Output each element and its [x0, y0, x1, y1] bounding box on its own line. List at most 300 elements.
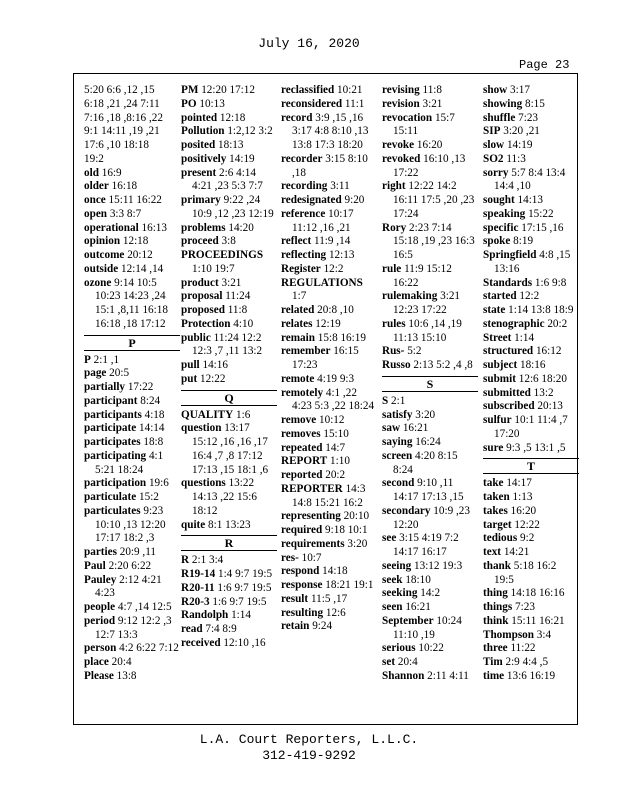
index-entry [382, 318, 478, 346]
index-word: specific [483, 221, 519, 234]
index-entry [483, 442, 579, 456]
index-entry [281, 579, 377, 593]
index-references: 17:6 ,10 18:18 [84, 139, 149, 151]
index-references: 12:22 [199, 372, 226, 385]
index-references: 20:8 ,10 [317, 304, 354, 316]
index-references: 6:18 ,21 ,24 7:11 [84, 97, 160, 110]
index-references: 1:13 [512, 491, 533, 503]
index-references: 10:22 [418, 642, 444, 655]
index-entry [84, 139, 180, 153]
index-entry [382, 505, 478, 533]
index-word: participation [84, 477, 147, 490]
index-references: 3:4 [536, 628, 552, 641]
index-entry [181, 194, 277, 222]
index-references: 2:1 [391, 394, 406, 407]
index-word: problems [181, 221, 226, 234]
index-references: 11:8 [422, 84, 442, 96]
index-word: saying [382, 436, 413, 448]
index-entry [483, 345, 579, 359]
index-references: 16:21 [405, 601, 431, 613]
index-entry [483, 629, 579, 643]
index-word: slow [483, 139, 505, 151]
index-entry [281, 208, 377, 236]
index-entry [181, 582, 277, 596]
index-references: 3:20 [347, 537, 368, 550]
index-references: 2:20 6:22 [108, 559, 152, 572]
index-word: primary [181, 194, 221, 206]
index-references: 3:21 [422, 97, 443, 110]
index-word: take [483, 477, 504, 490]
index-word: submit [483, 372, 516, 385]
index-entry [483, 249, 579, 277]
index-word: three [483, 642, 508, 655]
index-references: 1:4 9:7 19:5 [217, 568, 273, 580]
index-word: revoked [382, 152, 421, 165]
index-word: resulting [281, 606, 324, 619]
index-word: pull [181, 359, 200, 371]
index-entry [483, 519, 579, 533]
index-entry [281, 414, 377, 428]
index-entry [382, 587, 478, 601]
index-word: started [483, 290, 517, 303]
index-word: people [84, 601, 116, 613]
index-references: 1:10 19:7 [192, 262, 235, 275]
index-references: 11:9 15:12 16:22 [393, 262, 452, 289]
index-references: 4:20 8:15 8:24 [393, 449, 458, 476]
footer [0, 732, 618, 764]
index-word: received [181, 636, 221, 649]
index-word: taken [483, 491, 510, 503]
index-word: reference [281, 207, 326, 220]
index-word: present [181, 166, 217, 179]
index-entry [483, 387, 579, 401]
index-word: time [483, 669, 505, 682]
index-references: 20:2 [325, 469, 346, 481]
index-references: 11:1 [344, 97, 365, 110]
index-references: 5:20 6:6 ,12 ,15 [84, 84, 155, 96]
index-references: 14:13 [517, 194, 543, 206]
index-entry [483, 477, 579, 491]
index-column-5 [483, 84, 579, 684]
index-column-4 [382, 84, 478, 684]
index-references: 19:2 [84, 152, 104, 165]
index-entry [84, 477, 180, 491]
index-word: showing [483, 97, 523, 110]
index-references: 15:11 16:22 [108, 194, 162, 206]
index-word: secondary [382, 504, 431, 517]
index-references: 16:15 17:23 [292, 345, 359, 371]
index-word: period [84, 614, 116, 627]
index-word: record [281, 111, 313, 124]
index-word: seen [382, 601, 403, 613]
index-references: 9:24 [312, 620, 333, 633]
index-entry [483, 491, 579, 505]
index-entry [84, 367, 180, 381]
index-entry [84, 125, 180, 139]
index-references: 3:21 [221, 276, 242, 289]
index-word: public [181, 331, 211, 344]
index-references: 13:8 [116, 669, 137, 682]
index-word: result [281, 592, 309, 605]
index-references: 9:20 [344, 194, 365, 206]
index-word: participating [84, 449, 147, 462]
index-references: 8:24 [140, 394, 161, 407]
index-word: parties [84, 546, 117, 558]
index-entry [281, 318, 377, 332]
index-references: 14:16 [202, 359, 228, 371]
index-entry [382, 98, 478, 112]
index-word: saw [382, 422, 401, 435]
index-references: 2:9 4:4 ,5 [505, 656, 549, 668]
index-references: 20:12 [127, 249, 153, 261]
index-references: 14:17 [506, 477, 532, 490]
index-entry [281, 153, 377, 181]
index-word: revision [382, 97, 420, 110]
index-references: 20:13 [537, 400, 563, 413]
index-references: 1:10 [330, 455, 350, 468]
index-references: 3:21 12:23 17:22 [393, 290, 461, 316]
index-entry [181, 84, 277, 98]
index-references: 3:9 ,15 ,16 3:17 4:8 8:10 ,13 13:8 17:3 18:20 [292, 111, 369, 151]
index-entry [483, 98, 579, 112]
index-entry [382, 532, 478, 560]
index-references: 9:12 12:2 ,3 12:7 13:3 [95, 614, 172, 641]
index-references: 4:2 6:22 7:12 [119, 642, 179, 655]
index-word: screen [382, 449, 413, 462]
index-word: seeing [382, 559, 412, 572]
index-entry [483, 400, 579, 414]
page-number: Page 23 [519, 58, 570, 72]
index-references: 10:9 ,23 12:20 [393, 504, 470, 531]
index-entry [84, 263, 180, 277]
index-word: Thompson [483, 628, 534, 641]
index-references: 18:10 [405, 573, 431, 586]
index-references: 16:21 [402, 422, 429, 435]
index-entry [483, 208, 579, 222]
index-references: 2:23 7:14 15:18 ,19 ,23 16:3 16:5 [393, 221, 475, 261]
index-entry [483, 670, 579, 684]
index-word: satisfy [382, 408, 413, 421]
index-entry [483, 587, 579, 601]
index-entry [382, 222, 478, 263]
index-entry [281, 84, 377, 98]
index-entry [483, 167, 579, 195]
index-word: subscribed [483, 400, 535, 413]
index-entry [483, 414, 579, 442]
index-entry [181, 125, 277, 139]
index-references: 16:9 [101, 166, 122, 179]
index-entry [281, 552, 377, 566]
index-word: res- [281, 551, 299, 564]
index-entry [483, 332, 579, 346]
index-references: 12:10 ,16 [223, 636, 266, 649]
index-references: 11:22 [510, 642, 536, 655]
index-word: set [382, 656, 396, 668]
index-word: S [382, 394, 389, 407]
index-word: remove [281, 414, 317, 426]
index-entry [84, 112, 180, 126]
index-references: 1:6 [236, 408, 251, 421]
index-references: 4:7 ,14 12:5 [117, 601, 172, 613]
index-references: 12:2 [323, 262, 344, 275]
index-entry [281, 235, 377, 249]
index-entry [84, 409, 180, 423]
index-references: 16:10 ,13 17:22 [393, 152, 466, 179]
index-entry [84, 249, 180, 263]
index-entry [382, 345, 478, 359]
index-references: 20:10 [343, 510, 370, 523]
index-word: questions [181, 477, 226, 490]
index-references: 10:12 [319, 414, 345, 426]
index-entry [382, 422, 478, 436]
index-references: 17:15 ,16 [521, 221, 564, 234]
index-word: QUALITY [181, 408, 234, 421]
index-word: operational [84, 221, 139, 234]
index-word: particulate [84, 491, 137, 503]
index-references: 4:10 [233, 317, 254, 330]
index-references: 9:23 10:10 ,13 12:20 17:17 18:2 ,3 [95, 504, 166, 545]
index-word: participate [84, 422, 137, 435]
index-word: Springfield [483, 249, 537, 261]
index-references: 4:1 ,22 4:23 5:3 ,22 18:24 [292, 386, 375, 413]
index-references: 14:19 [506, 139, 533, 151]
index-entry [483, 546, 579, 560]
index-entry [281, 304, 377, 318]
index-word: relates [281, 317, 313, 330]
index-word: P [84, 353, 91, 366]
index-references: 12:19 [315, 317, 341, 330]
index-entry [382, 574, 478, 588]
index-entry [84, 560, 180, 574]
index-entry [281, 483, 377, 511]
index-word: open [84, 207, 108, 220]
index-references: 5:18 16:2 19:5 [494, 559, 557, 586]
index-word: response [281, 579, 323, 591]
index-references: 12:14 ,14 [121, 262, 164, 275]
index-word: remotely [281, 386, 324, 399]
index-entry [281, 332, 377, 346]
index-entry [181, 596, 277, 610]
index-references: 9:10 ,11 14:17 17:13 ,15 [393, 477, 464, 503]
index-references: 1:14 [514, 331, 535, 344]
index-word: subject [483, 359, 518, 371]
index-references: 9:22 ,24 10:9 ,12 ,23 12:19 [192, 194, 274, 220]
index-word: remember [281, 345, 331, 358]
index-word: tedious [483, 532, 518, 545]
index-entry [382, 263, 478, 291]
index-references: 10:7 [301, 551, 322, 564]
index-entry [181, 277, 277, 291]
index-references: 15:22 [528, 207, 554, 220]
index-word: place [84, 656, 109, 668]
index-word: sorry [483, 166, 509, 179]
index-word: Standards [483, 276, 533, 289]
index-entry [281, 607, 377, 621]
index-entry [281, 565, 377, 579]
index-word: PM [181, 84, 199, 96]
index-entry [483, 601, 579, 615]
index-word: respond [281, 565, 320, 578]
index-entry [84, 642, 180, 656]
index-references: 20:4 [111, 656, 132, 668]
index-references: 12:22 14:2 16:11 17:5 ,20 ,23 17:24 [393, 180, 475, 220]
index-word: show [483, 84, 508, 96]
index-references: 2:6 4:14 4:21 ,23 5:3 7:7 [192, 166, 263, 193]
index-references: 3:15 8:10 ,18 [292, 152, 368, 179]
index-entry [382, 560, 478, 574]
index-word: Street [483, 331, 512, 344]
index-word: R20-3 [181, 595, 210, 608]
index-entry [281, 277, 377, 305]
index-references: 12:18 [122, 235, 149, 248]
index-references: 15:11 16:21 [511, 614, 565, 627]
index-word: page [84, 367, 107, 380]
index-word: opinion [84, 235, 121, 248]
index-word: reported [281, 469, 323, 481]
index-references: 14:3 14:8 15:21 16:2 [292, 482, 366, 509]
index-entry [382, 656, 478, 670]
index-word: second [382, 477, 415, 490]
index-references: 7:23 [515, 601, 535, 613]
index-word: rulemaking [382, 290, 438, 303]
index-references: 14:18 16:16 [510, 587, 565, 600]
index-references: 16:12 [535, 345, 562, 358]
index-entry [84, 656, 180, 670]
index-references: 18:16 [519, 359, 546, 371]
index-references: 10:17 11:12 ,16 ,21 [292, 207, 354, 234]
index-entry [181, 290, 277, 304]
index-word: ozone [84, 276, 112, 289]
index-entry [84, 208, 180, 222]
index-word: rules [382, 317, 406, 330]
index-word: SO2 [483, 152, 504, 165]
index-word: removes [281, 427, 321, 440]
index-references: 9:1 14:11 ,19 ,21 [84, 125, 160, 138]
index-word: see [382, 532, 397, 545]
index-references: 10:1 11:4 ,7 17:20 [494, 414, 568, 440]
index-entry [281, 524, 377, 538]
index-word: older [84, 180, 109, 193]
index-references: 12:2 [519, 290, 540, 303]
index-word: thank [483, 559, 511, 572]
index-entry [84, 167, 180, 181]
index-entry [84, 436, 180, 450]
index-word: remote [281, 372, 315, 385]
index-entry [382, 153, 478, 181]
index-references: 12:22 [514, 518, 540, 531]
index-references: 4:18 [144, 408, 165, 421]
index-entry [281, 263, 377, 277]
index-entry [84, 395, 180, 409]
index-word: recorder [281, 152, 323, 165]
index-word: takes [483, 504, 508, 517]
index-word: recording [281, 180, 328, 193]
index-word: outcome [84, 249, 125, 261]
index-references: 12:20 17:12 [201, 84, 255, 96]
index-entry [181, 167, 277, 195]
index-references: 14:2 [420, 587, 441, 600]
index-entry [382, 615, 478, 643]
index-entry [181, 139, 277, 153]
index-entry [281, 455, 377, 469]
index-entry [483, 153, 579, 167]
index-entry [181, 332, 277, 360]
index-entry [84, 194, 180, 208]
index-word: Russo [382, 359, 411, 371]
index-entry [281, 538, 377, 552]
index-entry [84, 84, 180, 98]
index-references: 3:15 4:19 7:2 14:17 16:17 [393, 532, 459, 558]
index-word: reconsidered [281, 97, 343, 110]
index-word: R [181, 554, 190, 567]
index-entry [483, 615, 579, 629]
index-entry [281, 373, 377, 387]
index-references: 15:7 15:11 [393, 111, 455, 138]
index-word: retain [281, 620, 310, 633]
index-word: structured [483, 345, 534, 358]
index-references: 14:21 [503, 546, 530, 558]
index-references: 15:10 [323, 427, 349, 440]
index-references: 3:17 [510, 84, 530, 96]
index-references: 3:11 [330, 180, 350, 193]
index-references: 13:12 19:3 [414, 559, 463, 572]
section-letter: R [181, 535, 277, 551]
index-references: 14:18 [322, 565, 348, 578]
index-references: 20:2 [547, 317, 568, 330]
index-word: seek [382, 573, 403, 586]
index-word: proceed [181, 235, 219, 248]
index-entry [382, 180, 478, 221]
transcript-date: July 16, 2020 [258, 36, 360, 51]
index-references: 9:3 ,5 13:1 ,5 [506, 441, 566, 454]
index-references: 13:17 15:12 ,16 ,16 ,17 16:4 ,7 ,8 17:12 17:13 ,15 18:1 ,6 [192, 422, 269, 476]
index-entry [84, 153, 180, 167]
index-references: 15:2 [139, 491, 159, 503]
index-references: 4:1 5:21 18:24 [95, 449, 164, 476]
index-entry [181, 422, 277, 477]
index-references: 12:18 [219, 111, 246, 124]
index-references: 2:11 4:11 [427, 669, 469, 682]
index-references: 5:7 8:4 13:4 14:4 ,10 [494, 166, 566, 193]
index-entry [181, 98, 277, 112]
index-entry [382, 139, 478, 153]
index-word: PROCEEDINGS [181, 249, 264, 261]
index-entry [281, 620, 377, 634]
index-entry [483, 642, 579, 656]
index-word: pointed [181, 111, 218, 124]
index-word: submitted [483, 386, 531, 399]
index-references: 7:23 [518, 111, 539, 124]
index-word: rule [382, 262, 402, 275]
index-entry [483, 139, 579, 153]
index-entry [483, 235, 579, 249]
index-word: reclassified [281, 84, 335, 96]
index-word: state [483, 304, 506, 316]
index-entry [181, 112, 277, 126]
index-entry [281, 387, 377, 415]
index-entry [281, 442, 377, 456]
index-word: SIP [483, 125, 501, 138]
index-entry [483, 112, 579, 126]
index-entry [382, 436, 478, 450]
index-entry [281, 428, 377, 442]
index-entry [84, 98, 180, 112]
index-entry [84, 381, 180, 395]
index-entry [281, 469, 377, 483]
index-entry [382, 84, 478, 98]
index-references: 11:24 12:2 12:3 ,7 ,11 13:2 [192, 331, 263, 358]
index-entry [483, 194, 579, 208]
